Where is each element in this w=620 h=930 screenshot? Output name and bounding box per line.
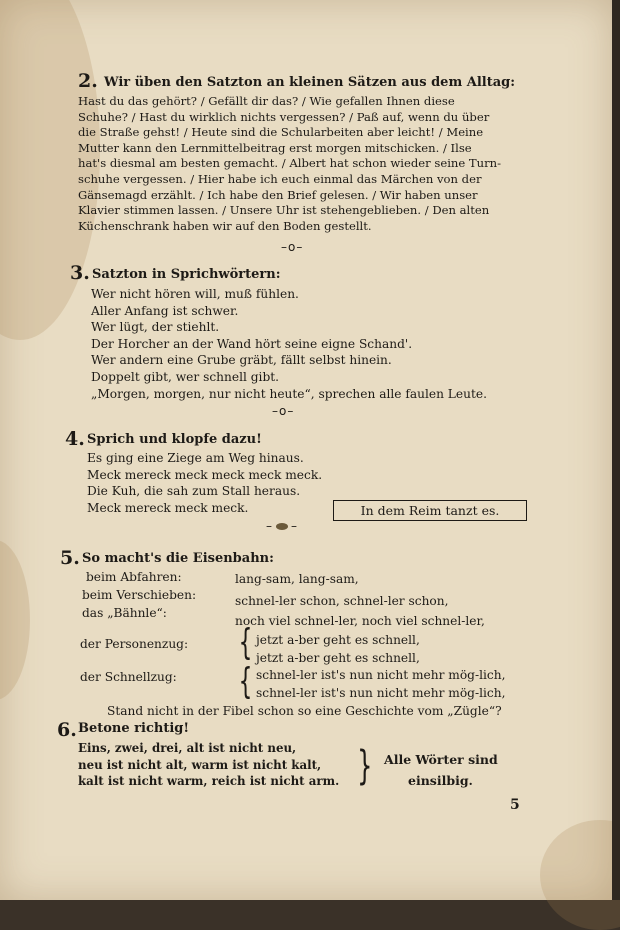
proverb-line: Der Horcher an der Wand hört seine eigne Schand'. <box>91 336 413 351</box>
schnellzug-line: schnel-ler ist's nun nicht mehr mög-lich, <box>256 668 506 682</box>
personenzug-line: jetzt a-ber geht es schnell, <box>256 633 420 647</box>
section-6-text <box>78 740 339 790</box>
proverb-line: Wer nicht hören will, muß fühlen. <box>91 287 299 301</box>
text-line: Hast du das gehört? / Gefällt dir das? / Wie gefallen Ihnen diese <box>78 94 455 108</box>
proverb-line: Aller Anfang ist schwer. <box>91 303 239 318</box>
section-4-number: 4. <box>65 428 85 450</box>
text-line: Mutter kann den Lernmittelbeitrag erst morgen mitschicken. / Ilse <box>78 140 472 155</box>
section-5-number: 5. <box>60 547 80 569</box>
proverb-line: Wer lügt, der stiehlt. <box>91 320 220 335</box>
text-line: Küchenschrank haben wir auf den Boden gestellt. <box>78 218 372 233</box>
text-line: die Straße gehst! / Heute sind die Schularbeiten aber leicht! / Meine <box>78 125 484 140</box>
stress-line: kalt ist nicht warm, reich ist nicht arm. <box>78 774 340 789</box>
schnellzug-label: der Schnellzug: <box>80 670 177 684</box>
proverb-line: „Morgen, morgen, nur nicht heute“, sprechen alle faulen Leute. <box>91 386 487 401</box>
schnellzug-line: schnel-ler ist's nun nicht mehr mög-lich, <box>256 686 506 700</box>
text-line: hat's diesmal am besten gemacht. / Albert hat schon wieder seine Turn- <box>78 156 502 171</box>
section-2-text <box>78 93 501 233</box>
section-3-number: 3. <box>70 262 90 284</box>
train-row-label: beim Abfahren: <box>86 570 182 584</box>
page-number: 5 <box>510 797 520 813</box>
stain-bottom-right <box>540 820 620 930</box>
book-edge <box>612 0 620 900</box>
section-2-title: Wir üben den Satzton an kleinen Sätzen aus dem Alltag: <box>104 75 516 90</box>
section-3-title: Satzton in Sprichwörtern: <box>92 267 281 282</box>
personenzug-label: der Personenzug: <box>80 637 189 651</box>
train-row-text: lang-sam, lang-sam, <box>235 572 359 586</box>
section-6-number: 6. <box>57 719 77 741</box>
text-line: Gänsemagd erzählt. / Ich habe den Brief gelesen. / Wir haben unser <box>78 187 478 202</box>
brace-icon: } <box>357 743 373 789</box>
personenzug-line: jetzt a-ber geht es schnell, <box>256 651 420 665</box>
section-2-divider: –o– <box>281 240 304 254</box>
text-line: Klavier stimmen lassen. / Unsere Uhr ist stehengeblieben. / Den alten <box>78 203 490 218</box>
stain-bottom-left <box>0 540 30 700</box>
proverb-line: Doppelt gibt, wer schnell gibt. <box>91 369 280 384</box>
train-row-text: noch viel schnel-ler, noch viel schnel-ler, <box>235 614 485 628</box>
stress-line: neu ist nicht alt, warm ist nicht kalt, <box>78 757 322 772</box>
section-3-divider: –o– <box>272 404 295 418</box>
brace-icon: { <box>238 622 253 663</box>
train-row-text: schnel-ler schon, schnel-ler schon, <box>235 594 449 608</box>
stress-line: Eins, zwei, drei, alt ist nicht neu, <box>78 741 297 755</box>
monosyllable-note-2: einsilbig. <box>408 773 473 788</box>
rhyme-line: Meck mereck meck meck. <box>87 500 249 515</box>
section-3-text <box>91 286 487 402</box>
section-4-divider-icon: – – <box>266 519 298 533</box>
rhyme-line: Es ging eine Ziege am Weg hinaus. <box>87 451 304 465</box>
proverb-line: Wer andern eine Grube gräbt, fällt selbst hinein. <box>91 353 392 368</box>
fibel-question: Stand nicht in der Fibel schon so eine Geschichte vom „Zügle“? <box>107 704 502 718</box>
brace-icon: { <box>238 661 253 702</box>
section-4-title: Sprich und klopfe dazu! <box>87 432 262 447</box>
monosyllable-note: Alle Wörter sind <box>384 752 498 767</box>
train-row-label: das „Bähnle“: <box>82 606 167 620</box>
rhyme-line: Die Kuh, die sah zum Stall heraus. <box>87 484 301 499</box>
rhyme-note-box: In dem Reim tanzt es. <box>333 500 527 521</box>
section-2-number: 2. <box>78 70 98 92</box>
section-4-text <box>87 450 322 516</box>
text-line: schuhe vergessen. / Hier habe ich euch einmal das Märchen von der <box>78 171 482 186</box>
train-row-label: beim Verschieben: <box>82 588 197 602</box>
text-line: Schuhe? / Hast du wirklich nichts vergessen? / Paß auf, wenn du über <box>78 109 490 124</box>
rhyme-line: Meck mereck meck meck meck meck. <box>87 467 323 482</box>
section-5-title: So macht's die Eisenbahn: <box>82 551 274 566</box>
section-6-title: Betone richtig! <box>78 721 190 736</box>
